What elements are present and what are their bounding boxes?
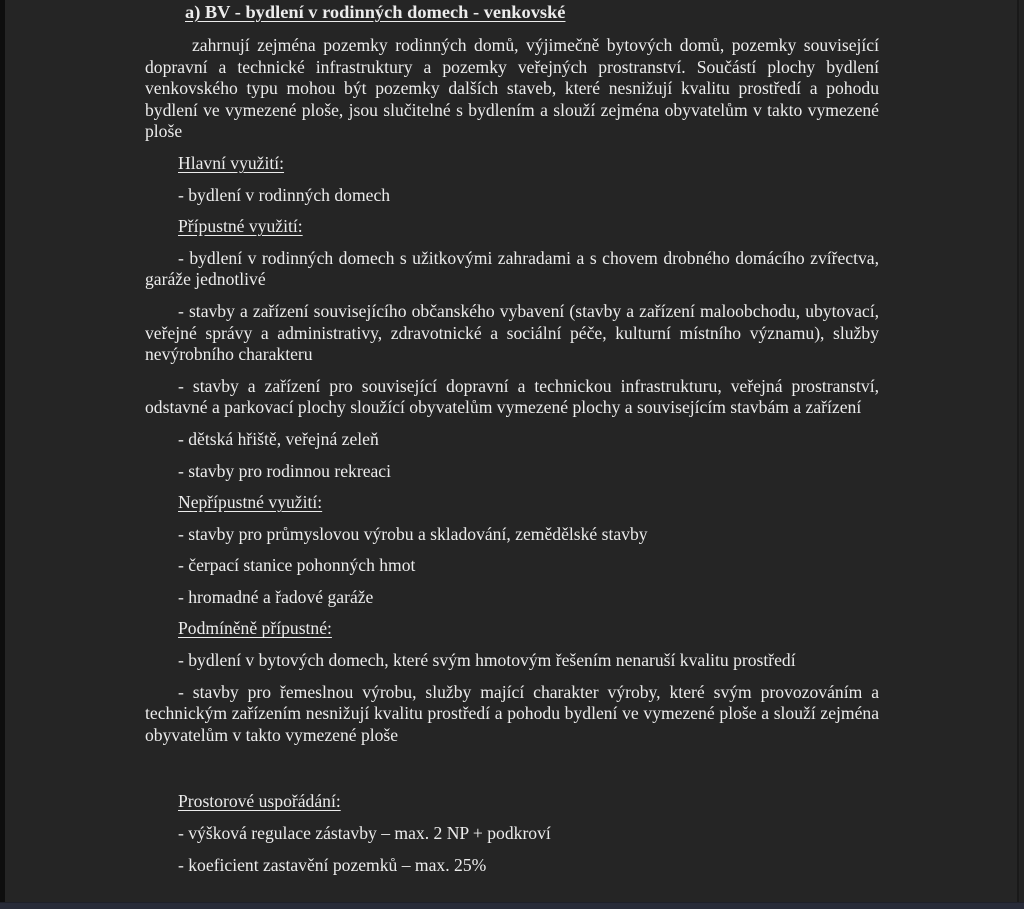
list-item: - koeficient zastavění pozemků – max. 25% [178,854,487,875]
list-item: - hromadné a řadové garáže [178,586,374,607]
list-item: - stavby pro řemeslnou výrobu, služby mající charakter výroby, které svým provozováním a technickým zařízením nesnižují kvalitu prostředí a pohodu bydlení ve vymezené ploše a slouží zejména obyvatelům v takto vymezené ploše [145,681,879,745]
list-item: - bydlení v rodinných domech [178,184,391,205]
subheading-hlavni-vyuziti: Hlavní využití: [178,152,285,173]
list-item: - výšková regulace zástavby – max. 2 NP + podkroví [178,823,551,844]
window-bottom-bar [0,902,1024,909]
list-item: - stavby pro průmyslovou výrobu a skladování, zemědělské stavby [178,523,648,544]
page-left-edge [0,0,5,902]
intro-paragraph: zahrnují zejména pozemky rodinných domů, výjimečně bytových domů, pozemky související dopravní a technické infrastruktury a pozemky veřejných prostranství. Součástí plochy bydlení venkovského typu mohou být pozemky dalších staveb, které nesnižují kvalitu prostředí a pohodu bydlení ve vymezené ploše, jsou slučitelné s bydlením a slouží zejména obyvatelům v takto vymezené ploše [145,35,879,142]
list-item: - bydlení v bytových domech, které svým hmotovým řešením nenaruší kvalitu prostředí [178,650,796,671]
page-right-edge [1019,0,1024,902]
document-content [145,0,879,886]
section-title: a) BV - bydlení v rodinných domech - venkovské [185,2,566,22]
list-item: - stavby a zařízení pro související dopravní a technickou infrastrukturu, veřejná prostranství, odstavné a parkovací plochy sloužící obyvatelům vymezené plochy a souvisejícím stavbám a zařízení [145,375,879,418]
subheading-nepripustne-vyuziti: Nepřípustné využití: [178,492,323,513]
subheading-pripustne-vyuziti: Přípustné využití: [178,216,303,237]
subheading-podminene-pripustne: Podmíněně přípustné: [178,618,332,639]
subheading-prostorove-usporadani: Prostorové uspořádání: [178,791,341,812]
list-item: - dětská hřiště, veřejná zeleň [178,428,379,449]
list-item: - stavby a zařízení souvisejícího občanského vybavení (stavby a zařízení maloobchodu, ubytovací, veřejné správy a administrativy, zdravotnické a sociální péče, kulturní místního významu), služby nevýrobního charakteru [145,300,879,365]
list-item: - stavby pro rodinnou rekreaci [178,460,392,481]
list-item: - bydlení v rodinných domech s užitkovými zahradami a s chovem drobného domácího zvířectva, garáže jednotlivé [145,247,879,290]
list-item: - čerpací stanice pohonných hmot [178,555,416,576]
